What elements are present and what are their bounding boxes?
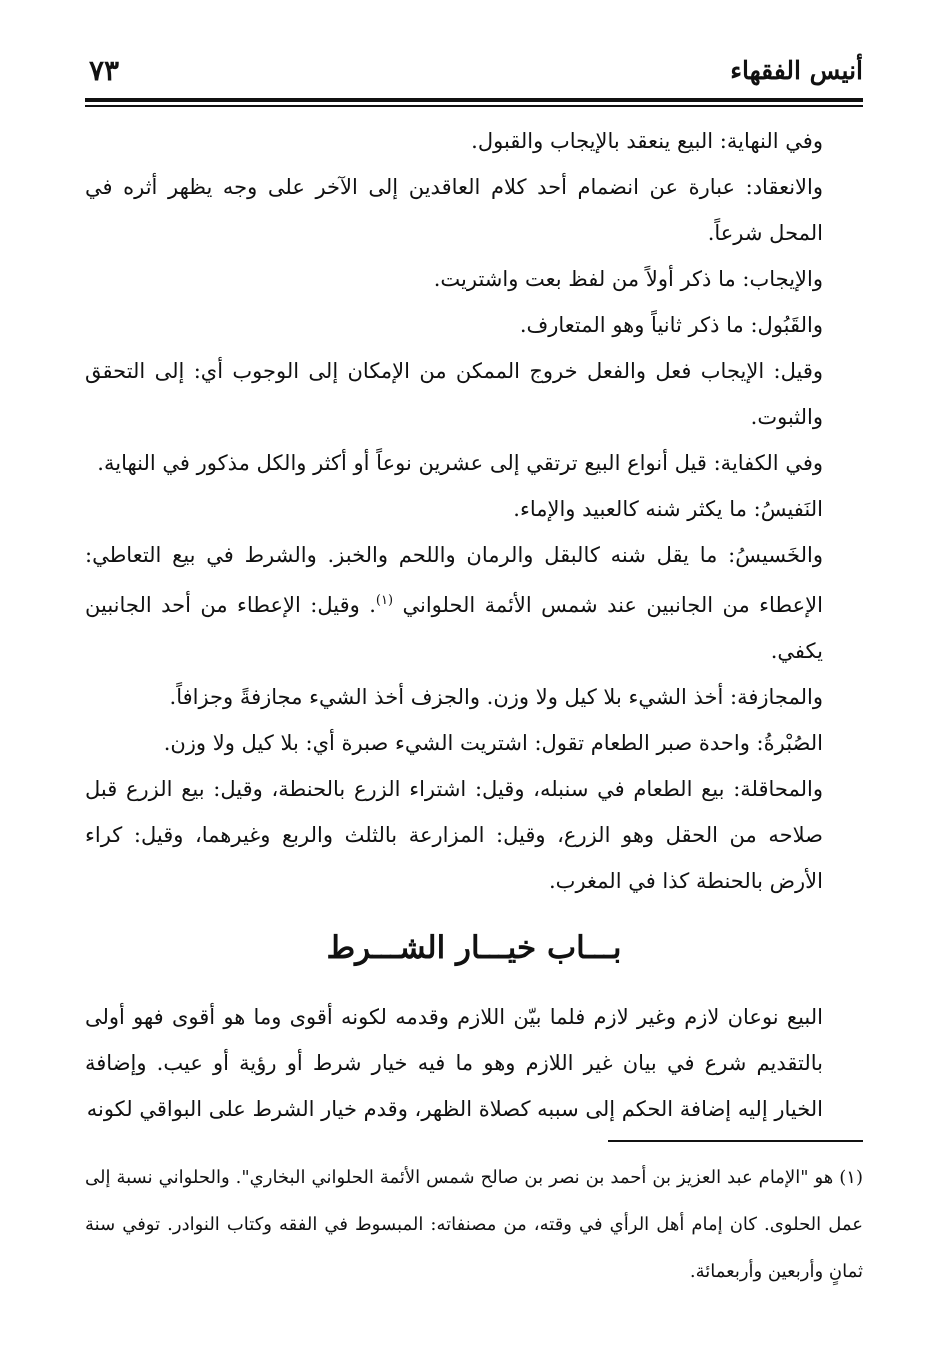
- header-rule-thin: [85, 105, 863, 107]
- paragraph: والقَبُول: ما ذكر ثانياً وهو المتعارف.: [519, 313, 823, 337]
- paragraph-with-footnote: [85, 532, 863, 674]
- paragraph-text-tail: . وقيل: الإعطاء من أحد الجانبين يكفي.: [85, 593, 823, 663]
- footnote: (١) هو "الإمام عبد العزيز بن أحمد بن نصر بن صالح شمس الأئمة الحلواني البخاري". والحلواني نسبة إلى عمل الحلوى. كان إمام أهل الرأي في وقته، من مصنفاته: المبسوط في الفقه وكتاب النوادر. توفي سنة ثمانٍ وأربعين وأربعمائة.: [85, 1167, 863, 1282]
- paragraph: والإيجاب: ما ذكر أولاً من لفظ بعت واشتريت.: [433, 267, 823, 291]
- paragraph: النَفيسُ: ما يكثر شنه كالعبيد والإماء.: [513, 497, 823, 521]
- paragraph: وفي النهاية: البيع ينعقد بالإيجاب والقبول.: [471, 129, 823, 153]
- paragraph-text: والخَسيسُ: ما يقل شنه كالبقل والرمان واللحم والخبز. والشرط في بيع التعاطي: الإعطاء من الجانبين عند شمس الأئمة الحلواني: [85, 543, 823, 617]
- footnotes: [85, 1154, 863, 1295]
- main-text: [85, 118, 863, 1132]
- paragraph: والانعقاد: عبارة عن انضمام أحد كلام العاقدين إلى الآخر على وجه يظهر أثره في المحل شرعاً.: [85, 175, 823, 245]
- footnote-separator: [608, 1140, 863, 1142]
- section-title: بـــاب خيـــار الشـــرط: [326, 930, 622, 966]
- paragraph: وفي الكفاية: قيل أنواع البيع ترتقي إلى عشرين نوعاً أو أكثر والكل مذكور في النهاية.: [97, 451, 823, 475]
- paragraph: والمجازفة: أخذ الشيء بلا كيل ولا وزن. والجزف أخذ الشيء مجازفةً وجزافاً.: [169, 685, 823, 709]
- page-number: ٧٣: [89, 54, 120, 87]
- footnote-marker: (١): [375, 593, 394, 608]
- running-title: أنيس الفقهاء: [730, 56, 863, 85]
- book-page: [85, 40, 863, 1340]
- header-rule-thick: [85, 98, 863, 102]
- paragraph: الصُبْرةُ: واحدة صبر الطعام تقول: اشتريت الشيء صبرة أي: بلا كيل ولا وزن.: [163, 731, 823, 755]
- page-header: [85, 40, 863, 92]
- paragraph: وقيل: الإيجاب فعل والفعل خروج الممكن من الإمكان إلى الوجوب أي: إلى التحقق والثبوت.: [85, 359, 823, 429]
- section-paragraph: البيع نوعان لازم وغير لازم فلما بيّن اللازم وقدمه لكونه أقوى وما هو أقوى فهو أولى بالتقديم شرع في بيان غير اللازم وهو ما فيه خيار شرط أو رؤية أو عيب. وإضافة الخيار إليه إضافة الحكم إلى سببه كصلاة الظهر، وقدم خيار الشرط على البواقي لكونه: [85, 1005, 823, 1121]
- paragraph: والمحاقلة: بيع الطعام في سنبله، وقيل: اشتراء الزرع بالحنطة، وقيل: بيع الزرع قبل صلاحه من الحقل وهو الزرع، وقيل: المزارعة بالثلث والربع وغيرهما، وقيل: كراء الأرض بالحنطة كذا في المغرب.: [85, 777, 823, 893]
